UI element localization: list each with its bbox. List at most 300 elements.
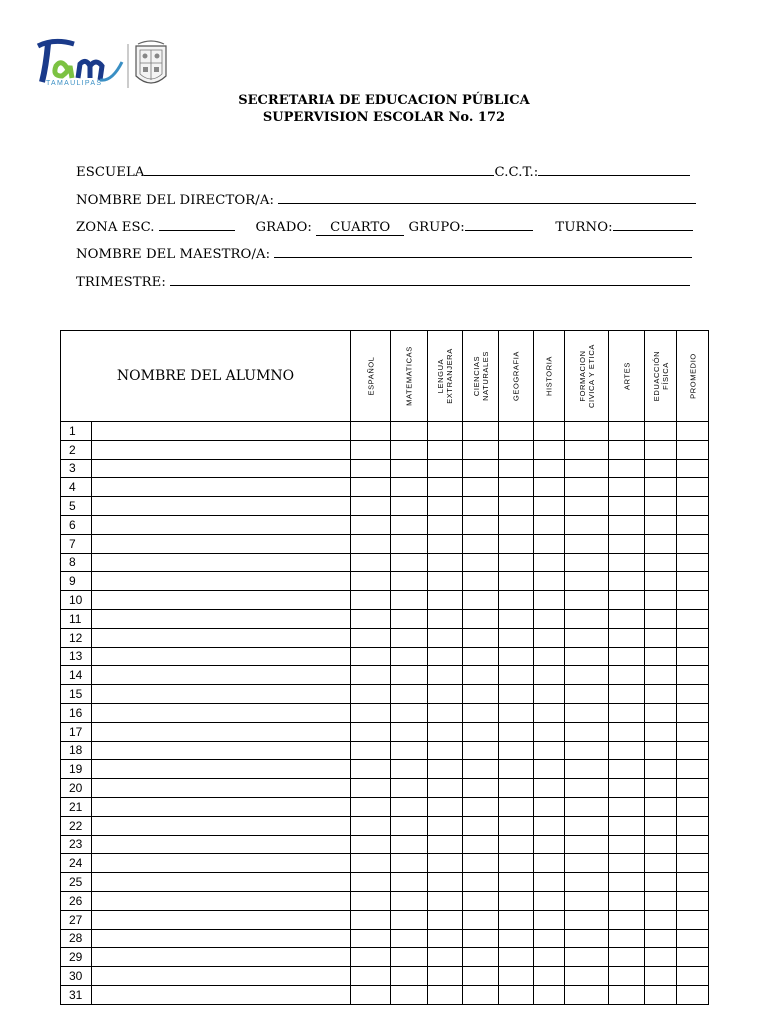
grade-cell[interactable]: [428, 929, 463, 948]
student-name-cell[interactable]: [92, 854, 351, 873]
grade-cell[interactable]: [565, 910, 609, 929]
grade-cell[interactable]: [565, 422, 609, 441]
grade-cell[interactable]: [645, 591, 677, 610]
grade-cell[interactable]: [645, 854, 677, 873]
trimestre-field[interactable]: [170, 273, 690, 286]
grade-cell[interactable]: [565, 948, 609, 967]
grade-cell[interactable]: [428, 835, 463, 854]
grade-cell[interactable]: [677, 779, 709, 798]
grade-cell[interactable]: [463, 741, 499, 760]
grade-cell[interactable]: [499, 647, 534, 666]
grade-cell[interactable]: [534, 967, 565, 986]
grade-cell[interactable]: [351, 591, 391, 610]
grade-cell[interactable]: [534, 816, 565, 835]
grade-cell[interactable]: [351, 478, 391, 497]
grade-cell[interactable]: [645, 779, 677, 798]
grade-cell[interactable]: [463, 534, 499, 553]
grade-cell[interactable]: [609, 628, 645, 647]
grade-cell[interactable]: [351, 910, 391, 929]
grade-cell[interactable]: [677, 609, 709, 628]
grade-cell[interactable]: [534, 440, 565, 459]
grade-cell[interactable]: [677, 572, 709, 591]
grade-cell[interactable]: [499, 572, 534, 591]
grade-cell[interactable]: [645, 722, 677, 741]
grade-cell[interactable]: [565, 591, 609, 610]
student-name-cell[interactable]: [92, 685, 351, 704]
grade-cell[interactable]: [391, 835, 428, 854]
grade-cell[interactable]: [463, 797, 499, 816]
director-field[interactable]: [278, 191, 696, 204]
grade-cell[interactable]: [351, 609, 391, 628]
grade-cell[interactable]: [565, 722, 609, 741]
grade-cell[interactable]: [534, 722, 565, 741]
grade-cell[interactable]: [351, 422, 391, 441]
grade-cell[interactable]: [391, 422, 428, 441]
grade-cell[interactable]: [463, 760, 499, 779]
grade-cell[interactable]: [499, 666, 534, 685]
grade-cell[interactable]: [351, 948, 391, 967]
student-name-cell[interactable]: [92, 985, 351, 1004]
grade-cell[interactable]: [565, 497, 609, 516]
grade-cell[interactable]: [351, 722, 391, 741]
student-name-cell[interactable]: [92, 797, 351, 816]
grade-cell[interactable]: [499, 685, 534, 704]
grade-cell[interactable]: [677, 910, 709, 929]
grade-cell[interactable]: [499, 760, 534, 779]
grade-cell[interactable]: [534, 422, 565, 441]
student-name-cell[interactable]: [92, 459, 351, 478]
grade-cell[interactable]: [565, 553, 609, 572]
grade-cell[interactable]: [499, 609, 534, 628]
grade-cell[interactable]: [534, 985, 565, 1004]
student-name-cell[interactable]: [92, 591, 351, 610]
grade-cell[interactable]: [645, 422, 677, 441]
grade-cell[interactable]: [677, 703, 709, 722]
grade-cell[interactable]: [609, 873, 645, 892]
grade-cell[interactable]: [534, 628, 565, 647]
grade-cell[interactable]: [463, 553, 499, 572]
grade-cell[interactable]: [645, 835, 677, 854]
grade-cell[interactable]: [428, 985, 463, 1004]
grade-cell[interactable]: [645, 647, 677, 666]
grade-cell[interactable]: [499, 741, 534, 760]
student-name-cell[interactable]: [92, 873, 351, 892]
grade-cell[interactable]: [677, 816, 709, 835]
grade-cell[interactable]: [391, 741, 428, 760]
grade-cell[interactable]: [565, 797, 609, 816]
student-name-cell[interactable]: [92, 948, 351, 967]
grade-cell[interactable]: [534, 553, 565, 572]
grade-cell[interactable]: [391, 647, 428, 666]
grade-cell[interactable]: [428, 854, 463, 873]
grade-cell[interactable]: [609, 910, 645, 929]
grade-cell[interactable]: [351, 854, 391, 873]
grade-cell[interactable]: [677, 685, 709, 704]
grade-cell[interactable]: [391, 967, 428, 986]
grade-cell[interactable]: [463, 440, 499, 459]
grade-cell[interactable]: [499, 835, 534, 854]
grade-cell[interactable]: [609, 760, 645, 779]
grade-cell[interactable]: [677, 515, 709, 534]
grade-cell[interactable]: [391, 873, 428, 892]
grade-cell[interactable]: [351, 985, 391, 1004]
grade-cell[interactable]: [463, 515, 499, 534]
grade-cell[interactable]: [677, 534, 709, 553]
grade-cell[interactable]: [534, 534, 565, 553]
grade-cell[interactable]: [677, 854, 709, 873]
grade-cell[interactable]: [391, 685, 428, 704]
grade-cell[interactable]: [428, 891, 463, 910]
grade-cell[interactable]: [609, 967, 645, 986]
grade-cell[interactable]: [534, 760, 565, 779]
grade-cell[interactable]: [499, 929, 534, 948]
grade-cell[interactable]: [609, 891, 645, 910]
grade-cell[interactable]: [565, 891, 609, 910]
grade-cell[interactable]: [499, 779, 534, 798]
grade-cell[interactable]: [463, 666, 499, 685]
grade-cell[interactable]: [677, 797, 709, 816]
grade-cell[interactable]: [428, 459, 463, 478]
grade-cell[interactable]: [391, 459, 428, 478]
grade-cell[interactable]: [428, 591, 463, 610]
grade-cell[interactable]: [499, 703, 534, 722]
grade-cell[interactable]: [609, 553, 645, 572]
student-name-cell[interactable]: [92, 835, 351, 854]
grade-cell[interactable]: [677, 760, 709, 779]
grade-cell[interactable]: [463, 609, 499, 628]
student-name-cell[interactable]: [92, 647, 351, 666]
grade-cell[interactable]: [463, 854, 499, 873]
grade-cell[interactable]: [351, 779, 391, 798]
grade-cell[interactable]: [428, 797, 463, 816]
grade-cell[interactable]: [645, 873, 677, 892]
grade-cell[interactable]: [645, 985, 677, 1004]
grade-cell[interactable]: [565, 666, 609, 685]
grade-cell[interactable]: [351, 835, 391, 854]
grade-cell[interactable]: [534, 741, 565, 760]
grade-cell[interactable]: [677, 741, 709, 760]
grade-cell[interactable]: [677, 985, 709, 1004]
grade-cell[interactable]: [677, 647, 709, 666]
grade-cell[interactable]: [463, 647, 499, 666]
maestro-field[interactable]: [274, 245, 692, 258]
grade-cell[interactable]: [499, 459, 534, 478]
grade-cell[interactable]: [463, 422, 499, 441]
grade-cell[interactable]: [463, 703, 499, 722]
grade-cell[interactable]: [391, 440, 428, 459]
student-name-cell[interactable]: [92, 572, 351, 591]
student-name-cell[interactable]: [92, 779, 351, 798]
student-name-cell[interactable]: [92, 515, 351, 534]
grade-cell[interactable]: [499, 553, 534, 572]
grade-cell[interactable]: [391, 534, 428, 553]
grade-cell[interactable]: [428, 760, 463, 779]
grade-cell[interactable]: [645, 515, 677, 534]
grade-cell[interactable]: [428, 478, 463, 497]
grade-cell[interactable]: [565, 873, 609, 892]
grade-cell[interactable]: [499, 591, 534, 610]
grade-cell[interactable]: [463, 985, 499, 1004]
student-name-cell[interactable]: [92, 760, 351, 779]
grade-cell[interactable]: [677, 459, 709, 478]
grade-cell[interactable]: [391, 572, 428, 591]
grade-cell[interactable]: [499, 985, 534, 1004]
grade-cell[interactable]: [677, 929, 709, 948]
grade-cell[interactable]: [463, 873, 499, 892]
student-name-cell[interactable]: [92, 910, 351, 929]
grade-cell[interactable]: [351, 891, 391, 910]
grade-cell[interactable]: [645, 967, 677, 986]
grade-cell[interactable]: [499, 797, 534, 816]
student-name-cell[interactable]: [92, 666, 351, 685]
grade-cell[interactable]: [499, 478, 534, 497]
student-name-cell[interactable]: [92, 967, 351, 986]
grade-cell[interactable]: [677, 497, 709, 516]
grade-cell[interactable]: [391, 910, 428, 929]
grade-cell[interactable]: [391, 722, 428, 741]
grade-cell[interactable]: [428, 741, 463, 760]
grade-cell[interactable]: [534, 609, 565, 628]
grade-cell[interactable]: [645, 666, 677, 685]
grado-field[interactable]: CUARTO: [316, 220, 404, 236]
grade-cell[interactable]: [351, 647, 391, 666]
grade-cell[interactable]: [391, 816, 428, 835]
zona-field[interactable]: [159, 218, 235, 231]
grade-cell[interactable]: [463, 816, 499, 835]
grade-cell[interactable]: [534, 779, 565, 798]
grade-cell[interactable]: [428, 666, 463, 685]
grade-cell[interactable]: [609, 422, 645, 441]
grade-cell[interactable]: [534, 948, 565, 967]
grade-cell[interactable]: [499, 440, 534, 459]
grade-cell[interactable]: [463, 685, 499, 704]
grade-cell[interactable]: [391, 478, 428, 497]
grade-cell[interactable]: [351, 703, 391, 722]
grade-cell[interactable]: [645, 948, 677, 967]
grade-cell[interactable]: [677, 873, 709, 892]
student-name-cell[interactable]: [92, 553, 351, 572]
grade-cell[interactable]: [609, 816, 645, 835]
grade-cell[interactable]: [391, 553, 428, 572]
grade-cell[interactable]: [677, 440, 709, 459]
grade-cell[interactable]: [565, 440, 609, 459]
grade-cell[interactable]: [428, 628, 463, 647]
grade-cell[interactable]: [609, 854, 645, 873]
grade-cell[interactable]: [565, 816, 609, 835]
grade-cell[interactable]: [428, 967, 463, 986]
grade-cell[interactable]: [534, 666, 565, 685]
grade-cell[interactable]: [463, 497, 499, 516]
grade-cell[interactable]: [534, 497, 565, 516]
grade-cell[interactable]: [391, 591, 428, 610]
grade-cell[interactable]: [677, 478, 709, 497]
grade-cell[interactable]: [351, 628, 391, 647]
grade-cell[interactable]: [428, 685, 463, 704]
grade-cell[interactable]: [351, 666, 391, 685]
grade-cell[interactable]: [609, 515, 645, 534]
grade-cell[interactable]: [463, 628, 499, 647]
grade-cell[interactable]: [565, 572, 609, 591]
grade-cell[interactable]: [565, 779, 609, 798]
grade-cell[interactable]: [645, 910, 677, 929]
grade-cell[interactable]: [463, 572, 499, 591]
grade-cell[interactable]: [609, 440, 645, 459]
grade-cell[interactable]: [428, 948, 463, 967]
grade-cell[interactable]: [499, 816, 534, 835]
grade-cell[interactable]: [534, 572, 565, 591]
grade-cell[interactable]: [499, 910, 534, 929]
grade-cell[interactable]: [609, 591, 645, 610]
grupo-field[interactable]: [465, 218, 533, 231]
grade-cell[interactable]: [391, 779, 428, 798]
grade-cell[interactable]: [463, 591, 499, 610]
student-name-cell[interactable]: [92, 628, 351, 647]
student-name-cell[interactable]: [92, 440, 351, 459]
grade-cell[interactable]: [428, 703, 463, 722]
cct-field[interactable]: [538, 163, 690, 176]
grade-cell[interactable]: [499, 722, 534, 741]
grade-cell[interactable]: [609, 609, 645, 628]
grade-cell[interactable]: [645, 816, 677, 835]
grade-cell[interactable]: [391, 628, 428, 647]
grade-cell[interactable]: [609, 497, 645, 516]
grade-cell[interactable]: [391, 929, 428, 948]
grade-cell[interactable]: [609, 703, 645, 722]
grade-cell[interactable]: [609, 929, 645, 948]
grade-cell[interactable]: [609, 647, 645, 666]
grade-cell[interactable]: [391, 760, 428, 779]
grade-cell[interactable]: [499, 422, 534, 441]
student-name-cell[interactable]: [92, 478, 351, 497]
grade-cell[interactable]: [534, 459, 565, 478]
grade-cell[interactable]: [645, 741, 677, 760]
grade-cell[interactable]: [499, 534, 534, 553]
grade-cell[interactable]: [391, 797, 428, 816]
grade-cell[interactable]: [499, 497, 534, 516]
grade-cell[interactable]: [534, 797, 565, 816]
grade-cell[interactable]: [565, 760, 609, 779]
grade-cell[interactable]: [351, 967, 391, 986]
grade-cell[interactable]: [565, 967, 609, 986]
grade-cell[interactable]: [391, 609, 428, 628]
grade-cell[interactable]: [463, 929, 499, 948]
turno-field[interactable]: [613, 218, 693, 231]
grade-cell[interactable]: [565, 628, 609, 647]
student-name-cell[interactable]: [92, 891, 351, 910]
grade-cell[interactable]: [645, 703, 677, 722]
grade-cell[interactable]: [677, 722, 709, 741]
grade-cell[interactable]: [677, 666, 709, 685]
grade-cell[interactable]: [351, 553, 391, 572]
grade-cell[interactable]: [463, 779, 499, 798]
grade-cell[interactable]: [428, 515, 463, 534]
grade-cell[interactable]: [391, 948, 428, 967]
grade-cell[interactable]: [351, 572, 391, 591]
grade-cell[interactable]: [391, 497, 428, 516]
grade-cell[interactable]: [391, 891, 428, 910]
grade-cell[interactable]: [534, 515, 565, 534]
grade-cell[interactable]: [428, 497, 463, 516]
grade-cell[interactable]: [499, 967, 534, 986]
grade-cell[interactable]: [645, 609, 677, 628]
grade-cell[interactable]: [645, 459, 677, 478]
grade-cell[interactable]: [677, 591, 709, 610]
grade-cell[interactable]: [565, 985, 609, 1004]
grade-cell[interactable]: [351, 873, 391, 892]
grade-cell[interactable]: [463, 835, 499, 854]
grade-cell[interactable]: [534, 891, 565, 910]
grade-cell[interactable]: [463, 459, 499, 478]
grade-cell[interactable]: [565, 854, 609, 873]
grade-cell[interactable]: [499, 628, 534, 647]
student-name-cell[interactable]: [92, 422, 351, 441]
grade-cell[interactable]: [351, 534, 391, 553]
grade-cell[interactable]: [677, 835, 709, 854]
grade-cell[interactable]: [428, 816, 463, 835]
grade-cell[interactable]: [463, 478, 499, 497]
grade-cell[interactable]: [534, 854, 565, 873]
grade-cell[interactable]: [499, 873, 534, 892]
grade-cell[interactable]: [677, 967, 709, 986]
grade-cell[interactable]: [609, 741, 645, 760]
grade-cell[interactable]: [645, 440, 677, 459]
grade-cell[interactable]: [391, 854, 428, 873]
grade-cell[interactable]: [351, 741, 391, 760]
grade-cell[interactable]: [463, 910, 499, 929]
grade-cell[interactable]: [565, 703, 609, 722]
grade-cell[interactable]: [677, 628, 709, 647]
grade-cell[interactable]: [534, 591, 565, 610]
grade-cell[interactable]: [645, 929, 677, 948]
grade-cell[interactable]: [428, 422, 463, 441]
grade-cell[interactable]: [565, 609, 609, 628]
grade-cell[interactable]: [645, 685, 677, 704]
grade-cell[interactable]: [534, 835, 565, 854]
grade-cell[interactable]: [463, 948, 499, 967]
grade-cell[interactable]: [351, 515, 391, 534]
grade-cell[interactable]: [534, 478, 565, 497]
grade-cell[interactable]: [565, 647, 609, 666]
grade-cell[interactable]: [428, 779, 463, 798]
grade-cell[interactable]: [609, 459, 645, 478]
grade-cell[interactable]: [645, 553, 677, 572]
grade-cell[interactable]: [609, 835, 645, 854]
grade-cell[interactable]: [351, 497, 391, 516]
grade-cell[interactable]: [428, 572, 463, 591]
grade-cell[interactable]: [351, 760, 391, 779]
grade-cell[interactable]: [645, 797, 677, 816]
grade-cell[interactable]: [565, 534, 609, 553]
grade-cell[interactable]: [609, 666, 645, 685]
grade-cell[interactable]: [645, 534, 677, 553]
grade-cell[interactable]: [609, 478, 645, 497]
grade-cell[interactable]: [499, 515, 534, 534]
grade-cell[interactable]: [534, 910, 565, 929]
grade-cell[interactable]: [565, 741, 609, 760]
grade-cell[interactable]: [534, 873, 565, 892]
grade-cell[interactable]: [463, 967, 499, 986]
grade-cell[interactable]: [391, 703, 428, 722]
grade-cell[interactable]: [351, 816, 391, 835]
grade-cell[interactable]: [645, 572, 677, 591]
grade-cell[interactable]: [428, 440, 463, 459]
grade-cell[interactable]: [351, 685, 391, 704]
grade-cell[interactable]: [565, 478, 609, 497]
grade-cell[interactable]: [428, 553, 463, 572]
grade-cell[interactable]: [645, 497, 677, 516]
grade-cell[interactable]: [609, 572, 645, 591]
grade-cell[interactable]: [565, 685, 609, 704]
